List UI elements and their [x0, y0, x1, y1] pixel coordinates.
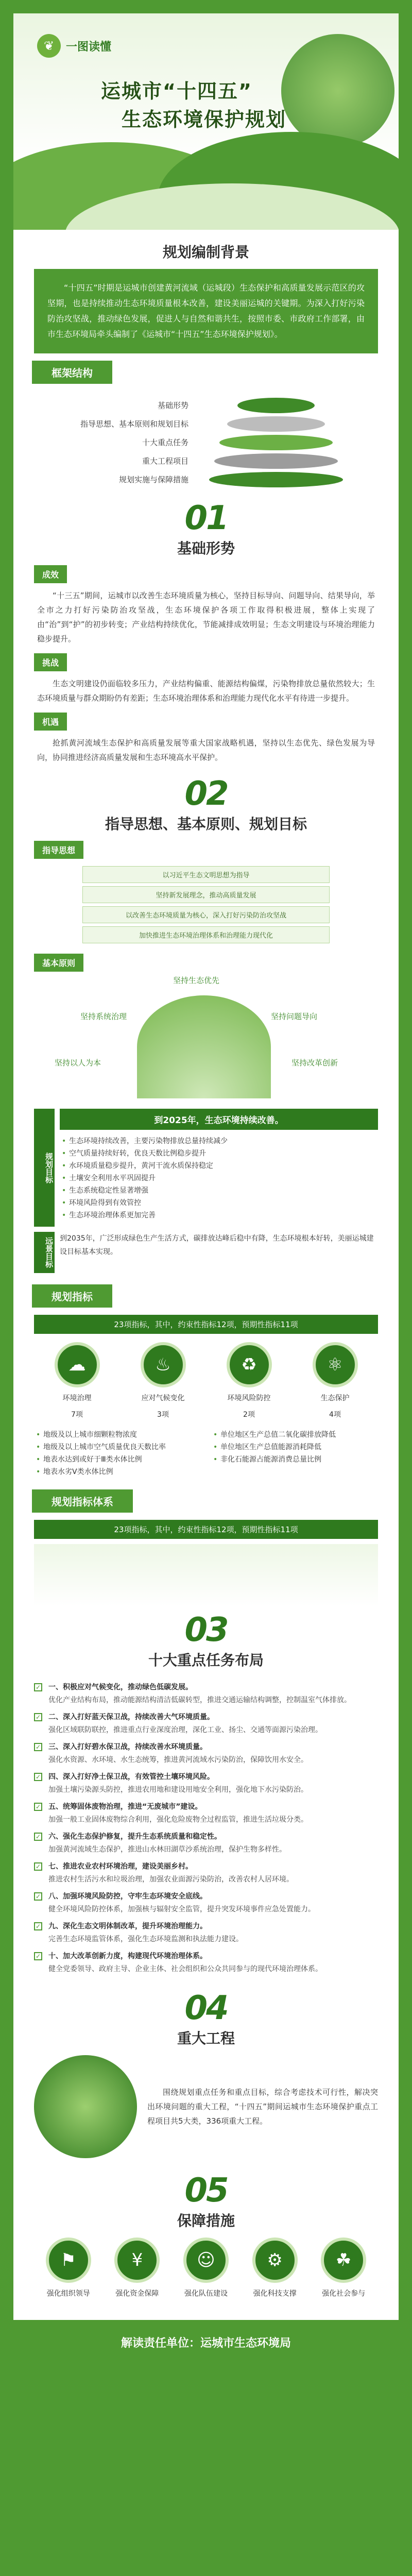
- task-desc: 加强一般工业固体废物综合利用，强化危险废物全过程监管，推进生活垃圾分类。: [48, 1816, 308, 1824]
- task-desc: 强化水资源、水环境、水生态统筹，推进黄河流域水污染防治，保障饮用水安全。: [48, 1756, 308, 1764]
- task-heading: ✓ 六、强化生态保护修复，提升生态系统质量和稳定性。: [34, 1831, 378, 1843]
- guide-item: 坚持新发展理念，推动高质量发展: [82, 886, 330, 903]
- indicators-ribbon: 规划指标: [32, 1284, 112, 1308]
- task-desc: 健全环境风险防控体系，加强核与辐射安全监管，提升突发环境事件应急处置能力。: [48, 1905, 315, 1913]
- category-count: 7项: [71, 1411, 83, 1419]
- page-title-line1: 运城市“十四五”: [101, 80, 252, 103]
- vision-label: 远景目标: [34, 1232, 55, 1273]
- goal-list: [60, 1130, 378, 1227]
- category-name: 应对气候变化: [141, 1394, 185, 1402]
- task-heading: ✓ 五、统筹固体废物治理，推进“无废城市”建设。: [34, 1801, 378, 1814]
- chapter-title-5: 保障措施: [177, 2212, 235, 2229]
- principles-diagram: [34, 975, 378, 1104]
- safeguard-item: 强化社会参与: [322, 2290, 366, 2298]
- goal-item: • 土壤安全利用水平巩固提升: [60, 1172, 378, 1184]
- vision-text: 到2035年，广泛形成绿色生产生活方式，碳排放达峰后稳中有降，生态环境根本好转，美丽运城建设目标基本实现。: [60, 1234, 374, 1256]
- achieve-label: 成效: [34, 565, 67, 583]
- climate-icon: ♨: [141, 1342, 186, 1387]
- goal-item: • 空气质量持续好转，优良天数比例稳步提升: [60, 1147, 378, 1160]
- indicator-item: • 地表水达到或好于Ⅲ类水体比例: [34, 1453, 201, 1466]
- indicator-categories: [13, 1334, 399, 1429]
- task-heading: ✓ 三、深入打好碧水保卫战，持续改善水环境质量。: [34, 1741, 378, 1754]
- goal-item: • 生态环境治理体系更加完善: [60, 1209, 378, 1222]
- indicator-item: • 单位地区生产总值二氧化碳排放降低: [211, 1429, 378, 1441]
- indicator-item: • 非化石能源占能源消费总量比例: [211, 1453, 378, 1466]
- principle-item: 坚持生态优先: [173, 976, 220, 985]
- challenge-label: 挑战: [34, 653, 67, 671]
- category-name: 环境治理: [62, 1394, 92, 1402]
- task-heading: ✓ 二、深入打好蓝天保卫战，持续改善大气环境质量。: [34, 1711, 378, 1724]
- task-desc: 完善生态环境监管体系，强化生态环境监测和执法能力建设。: [48, 1935, 243, 1943]
- major-projects: [13, 2055, 399, 2158]
- principle-item: 坚持改革创新: [291, 1058, 338, 1067]
- banner: [13, 13, 399, 230]
- society-icon: ☘: [321, 2238, 366, 2283]
- guide-item: 以习近平生态文明思想为指导: [82, 866, 330, 883]
- task-heading: ✓ 一、积极应对气候变化，推动绿色低碳发展。: [34, 1681, 378, 1694]
- framework-item: 基础形势: [157, 401, 188, 410]
- framework-item: 规划实施与保障措施: [118, 475, 188, 484]
- money-icon: ¥: [114, 2238, 160, 2283]
- safeguard-item: 强化组织领导: [46, 2290, 90, 2298]
- chapter-title-1: 基础形势: [177, 540, 235, 557]
- task-desc: 加强土壤污染源头防控，推进农用地和建设用地安全利用，强化地下水污染防治。: [48, 1786, 308, 1794]
- indicator-lists: [13, 1429, 399, 1478]
- indicators-summary-2: 23项指标，其中，约束性指标12项，预期性指标11项: [34, 1520, 378, 1539]
- framework-item: 指导思想、基本原则和规划目标: [80, 419, 188, 429]
- framework-stack-graphic: [199, 398, 353, 487]
- category-count: 3项: [157, 1411, 169, 1419]
- task-heading: ✓ 七、推进农业农村环境治理，建设美丽乡村。: [34, 1860, 378, 1873]
- goal-item: • 生态系统稳定性显著增强: [60, 1184, 378, 1197]
- safeguard-item: 强化队伍建设: [184, 2290, 228, 2298]
- chapter-title-3: 十大重点任务布局: [148, 1652, 264, 1669]
- team-icon: ☺: [183, 2238, 229, 2283]
- indicator-item: • 地级及以上城市细颗粒物浓度: [34, 1429, 201, 1441]
- category-name: 环境风险防控: [227, 1394, 271, 1402]
- task-desc: 优化产业结构布局，推动能源结构清洁低碳转型，推进交通运输结构调整，控制温室气体排放。: [48, 1696, 351, 1704]
- indicator-list-left: [34, 1429, 201, 1478]
- banner-tag-text: 一图读懂: [66, 40, 112, 54]
- chapter-title-4: 重大工程: [177, 2030, 235, 2047]
- guide-item: 以改善生态环境质量为核心，深入打好污染防治攻坚战: [82, 906, 330, 923]
- goal-item: • 环境风险得到有效管控: [60, 1197, 378, 1209]
- principle-item: 坚持问题导向: [271, 1012, 318, 1021]
- chapter-number-02: 02: [184, 775, 228, 813]
- framework-item: 重大工程项目: [142, 456, 188, 466]
- framework: [13, 391, 399, 499]
- page-title-line2: 生态环境保护规划: [122, 108, 287, 131]
- background-title: 规划编制背景: [162, 244, 249, 261]
- guide-item: 加快推进生态环境治理体系和治理能力现代化: [82, 926, 330, 943]
- category-count: 2项: [243, 1411, 255, 1419]
- indicator-system-ribbon: 规划指标体系: [32, 1489, 133, 1513]
- banner-tag: [37, 34, 111, 58]
- task-desc: 强化区域联防联控，推进重点行业深度治理，深化工业、扬尘、交通等面源污染治理。: [48, 1726, 322, 1734]
- indicators-summary: 23项指标，其中，约束性指标12项，预期性指标11项: [34, 1315, 378, 1334]
- opportunity-text: 抢抓黄河流域生态保护和高质量发展等重大国家战略机遇，坚持以生态优先、绿色发展为导向，协同推进经济高质量发展和生态环境高水平保护。: [37, 738, 375, 762]
- opportunity-label: 机遇: [34, 713, 67, 731]
- indicator-system-graphic: [34, 1544, 378, 1606]
- task-heading: ✓ 十、加大改革创新力度，构建现代环境治理体系。: [34, 1950, 378, 1963]
- principle-item: 坚持系统治理: [80, 1012, 127, 1021]
- tree-graphic: [137, 995, 271, 1098]
- cloud-icon: ☁: [55, 1342, 100, 1387]
- ecology-icon: ⚛: [313, 1342, 358, 1387]
- task-heading: ✓ 八、加强环境风险防控，守牢生态环境安全底线。: [34, 1890, 378, 1903]
- goal-item: • 水环境质量稳步提升，黄河干流水质保持稳定: [60, 1160, 378, 1172]
- safeguard-item: 强化科技支撑: [253, 2290, 297, 2298]
- indicator-list-right: [211, 1429, 378, 1478]
- framework-labels: [34, 396, 188, 489]
- principle-label: 基本原则: [34, 954, 83, 972]
- chapter-number-04: 04: [184, 1989, 228, 2027]
- task-heading: ✓ 四、深入打好净土保卫战，有效管控土壤环境风险。: [34, 1771, 378, 1784]
- indicator-item: • 地级及以上城市空气质量优良天数比率: [34, 1441, 201, 1453]
- goal-item: • 生态环境持续改善，主要污染物排放总量持续减少: [60, 1135, 378, 1147]
- category-name: 生态保护: [320, 1394, 350, 1402]
- task-heading: ✓ 九、深化生态文明体制改革，提升环境治理能力。: [34, 1920, 378, 1933]
- indicator-item: • 单位地区生产总值能源消耗降低: [211, 1441, 378, 1453]
- task-list: [13, 1681, 399, 1976]
- content-card: [13, 13, 399, 2320]
- indicator-item: • 地表水劣Ⅴ类水体比例: [34, 1466, 201, 1478]
- background-text: “十四五”时期是运城市创建黄河流域（运城段）生态保护和高质量发展示范区的攻坚期，也是持续推动生态环境质量根本改善，建设美丽运城的关键期。为深入打好污染防治攻坚战，推动绿色发展，促进人与自然和谐共生，按照市委、市政府工作部署，由市生态环境局牵头编制了《运城市“十四五”生态环境保护规划》。: [34, 269, 378, 353]
- goal-label: 规划目标: [34, 1109, 55, 1227]
- challenge-text: 生态文明建设仍面临较多压力，产业结构偏重、能源结构偏煤，污染物排放总量依然较大；生态环境质量与群众期盼仍有差距；生态环境治理体系和治理能力现代化水平有待进一步提升。: [37, 679, 375, 703]
- major-projects-text: 围绕规划重点任务和重点目标，综合考虑技术可行性，解决突出环境问题的重大工程，“十四五”期间运城市生态环境保护重点工程项目共5大类，336项重大工程。: [147, 2088, 378, 2126]
- task-desc: 健全党委领导、政府主导、企业主体、社会组织和公众共同参与的现代环境治理体系。: [48, 1965, 322, 1973]
- chapter-number-05: 05: [184, 2172, 228, 2210]
- task-desc: 加强黄河流域生态保护，推进山水林田湖草沙系统治理，保护生物多样性。: [48, 1845, 286, 1854]
- chapter-number-01: 01: [184, 499, 228, 537]
- achieve-text: “十三五”期间，运城市以改善生态环境质量为核心，坚持目标导向、问题导向、结果导向，举全市之力打好污染防治攻坚战，生态环境保护各项工作取得积极进展，整体上实现了由“治”到“护”的初步转变；产业结构持续优化，节能减排成效明显；生态文明建设与环境治理能力稳步提升。: [37, 591, 375, 643]
- category-count: 4项: [329, 1411, 341, 1419]
- guide-list: [13, 859, 399, 951]
- principle-item: 坚持以人为本: [55, 1058, 101, 1067]
- task-desc: 推进农村生活污水和垃圾治理，加强农业面源污染防治，改善农村人居环境。: [48, 1875, 294, 1884]
- leaf-icon: ❦: [37, 34, 61, 58]
- science-icon: ⚙: [252, 2238, 298, 2283]
- goal-2025: 到2025年，生态环境持续改善。: [60, 1109, 378, 1130]
- safeguards: [13, 2238, 399, 2320]
- chapter-number-03: 03: [184, 1611, 228, 1649]
- safeguard-item: 强化资金保障: [115, 2290, 159, 2298]
- recycle-icon: ♻: [227, 1342, 272, 1387]
- framework-item: 十大重点任务: [142, 438, 188, 447]
- framework-ribbon: 框架结构: [32, 361, 112, 384]
- flag-icon: ⚑: [46, 2238, 91, 2283]
- chapter-title-2: 指导思想、基本原则、规划目标: [105, 816, 307, 833]
- guide-label: 指导思想: [34, 841, 83, 859]
- footer: 解读责任单位：运城市生态环境局: [121, 2337, 291, 2350]
- earth-plant-graphic: [34, 2055, 137, 2158]
